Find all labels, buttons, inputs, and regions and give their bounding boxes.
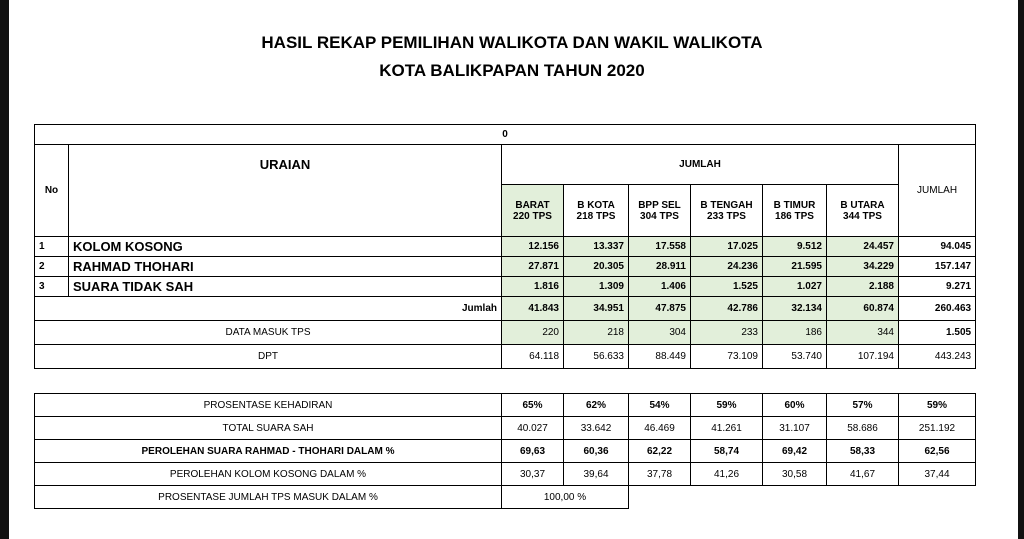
- header-uraian: URAIAN: [69, 145, 502, 237]
- report-subtitle: KOTA BALIKPAPAN TAHUN 2020: [379, 61, 645, 80]
- table-row: 2 RAHMAD THOHARI 27.871 20.305 28.911 24.236 21.595 34.229 157.147: [35, 257, 976, 277]
- tps-masuk-row: PROSENTASE JUMLAH TPS MASUK DALAM % 100,00 %: [35, 486, 976, 509]
- kehadiran-row: PROSENTASE KEHADIRAN 65% 62% 54% 59% 60% 57% 59%: [35, 394, 976, 417]
- report-title: HASIL REKAP PEMILIHAN WALIKOTA DAN WAKIL WALIKOTA: [261, 33, 763, 52]
- total-sah-row: TOTAL SUARA SAH 40.027 33.642 46.469 41.261 31.107 58.686 251.192: [35, 417, 976, 440]
- district-header: BPP SEL 304 TPS: [629, 185, 691, 237]
- district-header: B TENGAH 233 TPS: [691, 185, 763, 237]
- data-masuk-row: DATA MASUK TPS 220 218 304 233 186 344 1.505: [35, 321, 976, 345]
- district-header: B TIMUR 186 TPS: [763, 185, 827, 237]
- district-header: BARAT 220 TPS: [502, 185, 564, 237]
- district-header: B UTARA 344 TPS: [827, 185, 899, 237]
- district-header: B KOTA 218 TPS: [564, 185, 629, 237]
- dpt-row: DPT 64.118 56.633 88.449 73.109 53.740 107.194 443.243: [35, 345, 976, 369]
- top-cell: 0: [35, 125, 976, 145]
- header-jumlah-total: JUMLAH: [899, 145, 976, 237]
- rahmad-percent-row: PEROLEHAN SUARA RAHMAD - THOHARI DALAM % 69,63 60,36 62,22 58,74 69,42 58,33 62,56: [35, 440, 976, 463]
- stats-table: [34, 393, 976, 509]
- kosong-percent-row: PEROLEHAN KOLOM KOSONG DALAM % 30,37 39,64 37,78 41,26 30,58 41,67 37,44: [35, 463, 976, 486]
- table-row: 1 KOLOM KOSONG 12.156 13.337 17.558 17.025 9.512 24.457 94.045: [35, 237, 976, 257]
- jumlah-row: Jumlah 41.843 34.951 47.875 42.786 32.134 60.874 260.463: [35, 297, 976, 321]
- header-no: No: [35, 145, 69, 237]
- table-row: 3 SUARA TIDAK SAH 1.816 1.309 1.406 1.525 1.027 2.188 9.271: [35, 277, 976, 297]
- header-jumlah-group: JUMLAH: [502, 145, 899, 185]
- recap-table: [34, 124, 976, 369]
